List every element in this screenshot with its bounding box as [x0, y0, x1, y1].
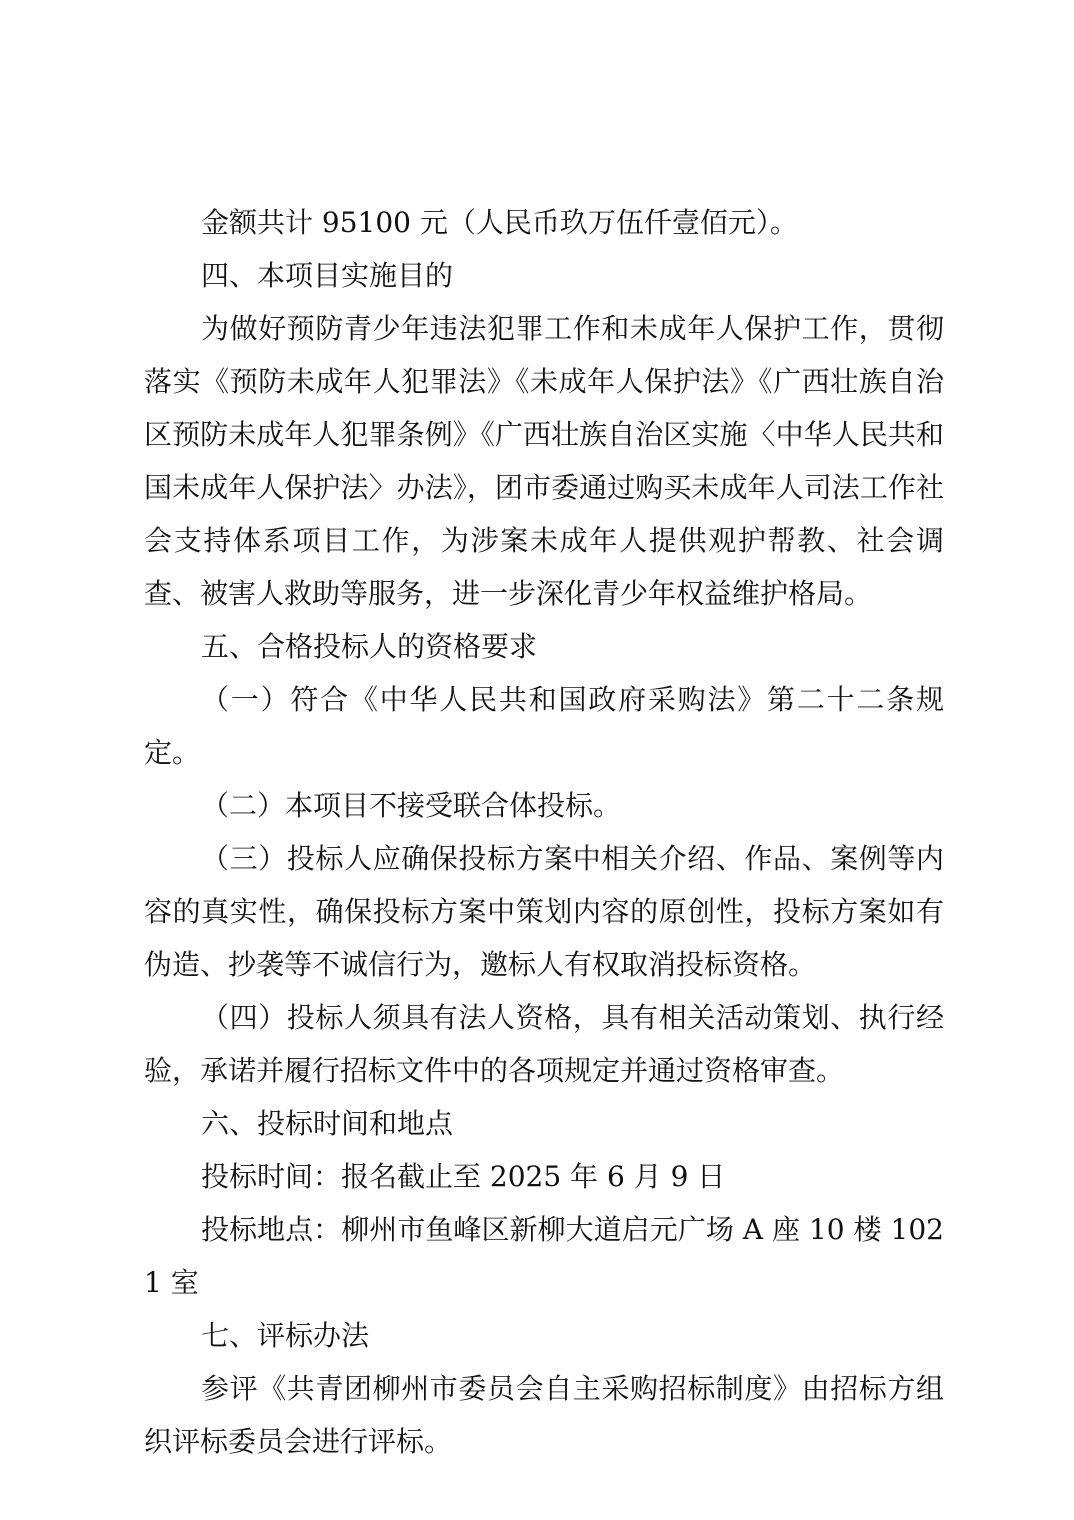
bid-time: 投标时间：报名截止至 2025 年 6 月 9 日 — [201, 1160, 726, 1193]
section-7-body: 参评《共青团柳州市委员会自主采购招标制度》由招标方组织评标委员会进行评标。 — [144, 1372, 944, 1458]
section-4-body: 为做好预防青少年违法犯罪工作和未成年人保护工作，贯彻落实《预防未成年人犯罪法》《未成年人保护法》《广西壮族自治区预防未成年人犯罪条例》《广西壮族自治区实施〈中华人民共和国未成年人保护法〉办法》，团市委通过购买未成年人司法工作社会支持体系项目工作，为涉案未成年人提供观护帮教、社会调查、被害人救助等服务，进一步深化青少年权益维护格局。 — [144, 312, 944, 610]
document-page — [144, 196, 944, 1468]
bid-location: 投标地点：柳州市鱼峰区新柳大道启元广场 A 座 10 楼 1021 室 — [144, 1213, 944, 1299]
section-7-heading: 七、评标办法 — [201, 1319, 370, 1352]
section-5-item-4: （四）投标人须具有法人资格，具有相关活动策划、执行经验，承诺并履行招标文件中的各项规定并通过资格审查。 — [144, 1001, 944, 1087]
paragraph-amount-total: 金额共计 95100 元（人民币玖万伍仟壹佰元）。 — [201, 206, 798, 239]
section-6-heading: 六、投标时间和地点 — [201, 1107, 454, 1140]
section-4-heading: 四、本项目实施目的 — [201, 259, 454, 292]
section-5-item-2: （二）本项目不接受联合体投标。 — [201, 789, 622, 822]
section-5-heading: 五、合格投标人的资格要求 — [201, 630, 538, 663]
section-5-item-3: （三）投标人应确保投标方案中相关介绍、作品、案例等内容的真实性，确保投标方案中策划内容的原创性，投标方案如有伪造、抄袭等不诚信行为，邀标人有权取消投标资格。 — [144, 842, 944, 981]
section-5-item-1: （一）符合《中华人民共和国政府采购法》第二十二条规定。 — [144, 683, 944, 769]
